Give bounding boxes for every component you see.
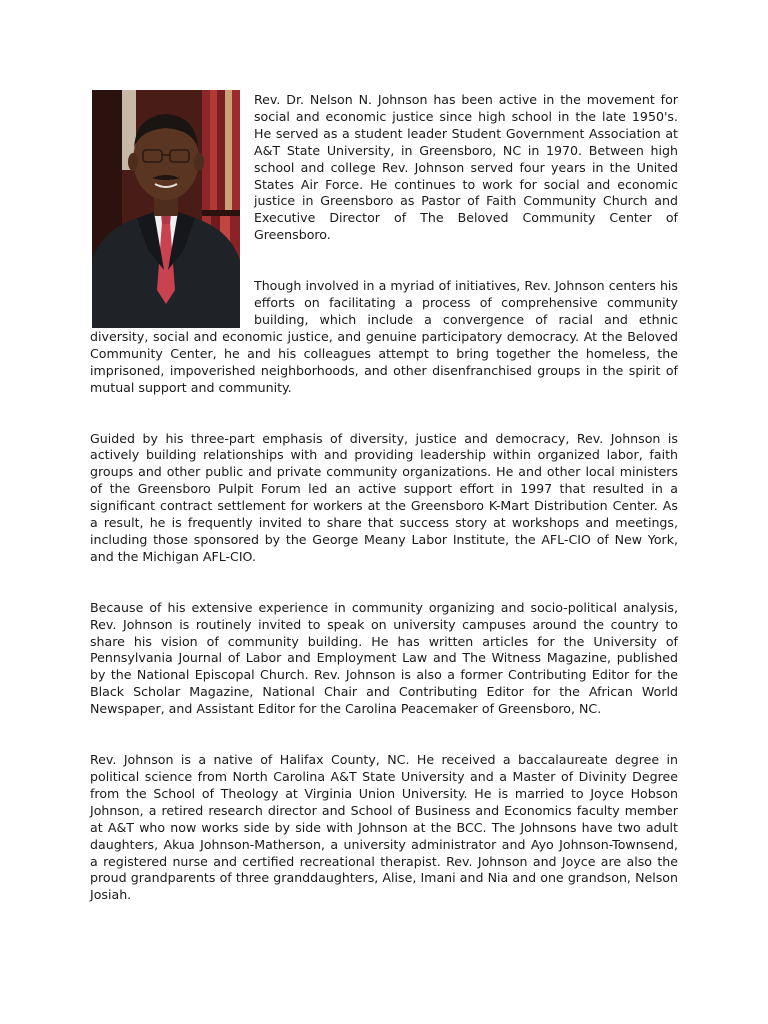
portrait-illustration <box>92 90 240 328</box>
bio-paragraph-1: Rev. Dr. Nelson N. Johnson has been active in the movement for social and economic justice since high school in the late 1950's. He served as a student leader Student Government Association at A&T State University, in Greensboro, NC in 1970. Between high school and college Rev. Johnson served four years in the United States Air Force. He continues to work for social and economic justice in Greensboro as Pastor of Faith Community Church and Executive Director of The Beloved Community Center of Greensboro. <box>254 92 678 243</box>
bio-paragraph-5: Rev. Johnson is a native of Halifax County, NC. He received a baccalaureate degree in political science from North Carolina A&T State University and a Master of Divinity Degree from the School of Theology at Virginia Union University. He is married to Joyce Hobson Johnson, a retired research director and School of Business and Economics faculty member at A&T who now works side by side with Johnson at the BCC. The Johnsons have two adult daughters, Akua Johnson-Matherson, a university administrator and Ayo Johnson-Townsend, a registered nurse and certified recreational therapist. Rev. Johnson and Joyce are also the proud grandparents of three granddaughters, Alise, Imani and Nia and one grandson, Nelson Josiah. <box>90 752 678 903</box>
portrait-photo <box>92 90 240 328</box>
bio-paragraph-4: Because of his extensive experience in community organizing and socio-political analysis, Rev. Johnson is routinely invited to speak on university campuses around the country to share his vision of community building. He has written articles for the University of Pennsylvania Journal of Labor and Employment Law and The Witness Magazine, published by the National Episcopal Church. Rev. Johnson is also a former Contributing Editor for the Black Scholar Magazine, National Chair and Contributing Editor for the African World Newspaper, and Assistant Editor for the Carolina Peacemaker of Greensboro, NC. <box>90 599 678 717</box>
bio-paragraph-3: Guided by his three-part emphasis of diversity, justice and democracy, Rev. Johnson is actively building relationships with and providing leadership within organized labor, faith groups and other public and private community organizations. He and other local ministers of the Greensboro Pulpit Forum led an active support effort in 1997 that resulted in a significant contract settlement for workers at the Greensboro K-Mart Distribution Center. As a result, he is frequently invited to share that success story at workshops and meetings, including those sponsored by the George Meany Labor Institute, the AFL-CIO of New York, and the Michigan AFL-CIO. <box>90 430 678 564</box>
bio-paragraph-2: Though involved in a myriad of initiatives, Rev. Johnson centers his efforts on facilitating a process of comprehensive community building, which include a convergence of racial and ethnic diversity, social and economic justice, and genuine participatory democracy. At the Beloved Community Center, he and his colleagues attempt to bring together the homeless, the imprisoned, impoverished neighborhoods, and other disenfranchised groups in the spirit of mutual support and community. <box>90 278 678 395</box>
